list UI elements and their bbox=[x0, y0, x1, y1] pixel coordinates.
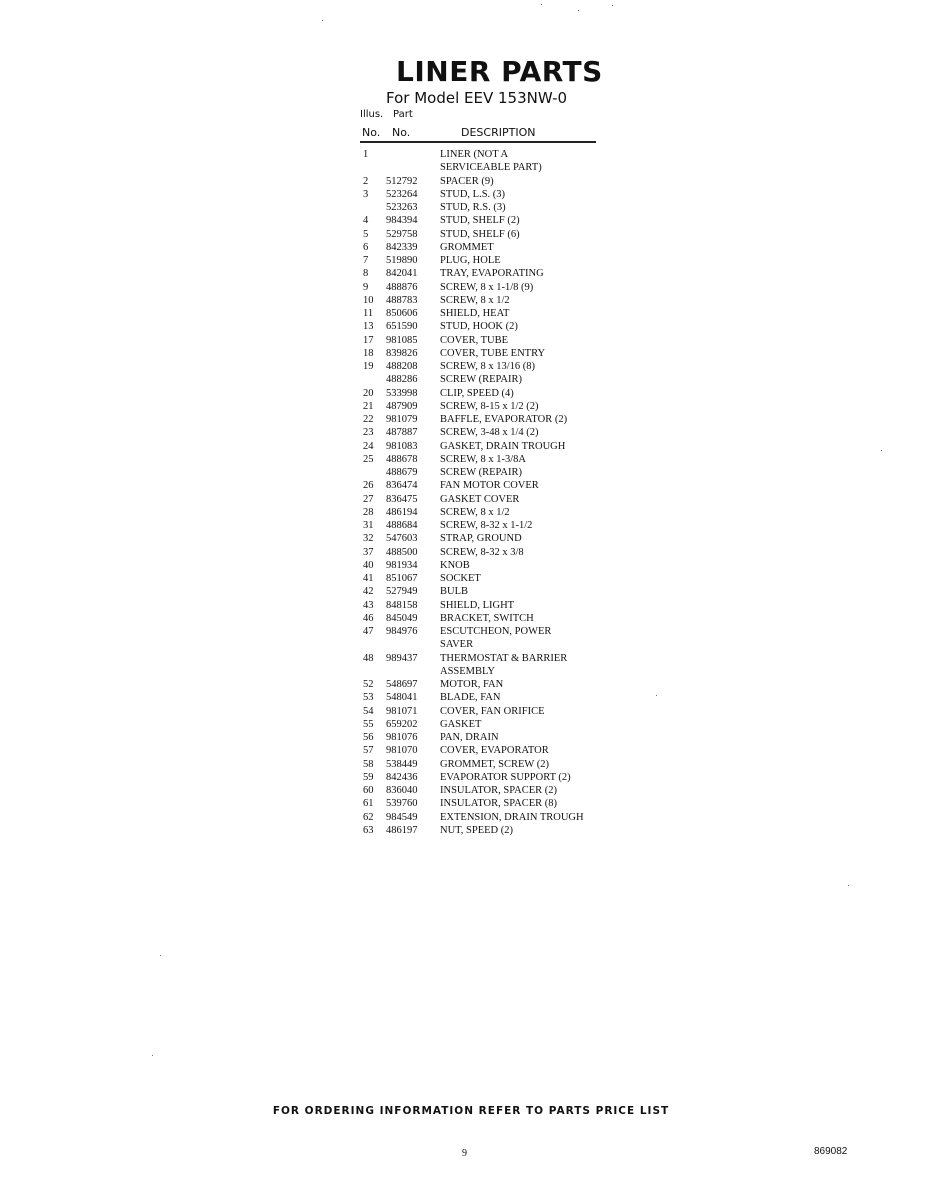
illus-number: 58 bbox=[363, 758, 374, 770]
part-description: EVAPORATOR SUPPORT (2) bbox=[440, 771, 571, 783]
part-description: MOTOR, FAN bbox=[440, 679, 504, 690]
illus-number: 54 bbox=[363, 705, 374, 717]
part-row bbox=[360, 453, 605, 466]
part-row bbox=[360, 811, 605, 824]
part-row bbox=[360, 493, 605, 506]
description-header: DESCRIPTION bbox=[461, 126, 536, 139]
part-number: 488500 bbox=[386, 546, 418, 558]
part-description: FAN MOTOR COVER bbox=[440, 480, 539, 492]
part-description: BULB bbox=[440, 586, 469, 598]
part-number: 539760 bbox=[386, 798, 418, 810]
illus-number: 59 bbox=[363, 771, 374, 783]
part-description: BAFFLE, EVAPORATOR (2) bbox=[440, 414, 568, 425]
scan-speck bbox=[881, 450, 882, 451]
part-row bbox=[360, 320, 605, 333]
part-number: 981079 bbox=[386, 414, 418, 425]
part-row bbox=[360, 744, 605, 757]
part-row bbox=[360, 599, 605, 612]
part-description: KNOB bbox=[440, 559, 470, 571]
part-description: SCREW (REPAIR) bbox=[440, 374, 522, 386]
part-description: STUD, R.S. (3) bbox=[440, 202, 506, 213]
illus-number: 48 bbox=[363, 652, 374, 664]
part-description: STUD, SHELF (2) bbox=[440, 215, 520, 227]
illus-number: 41 bbox=[363, 573, 374, 584]
part-row bbox=[360, 546, 605, 559]
part-number: 981071 bbox=[386, 705, 418, 717]
part-row bbox=[360, 148, 605, 175]
part-description: SHIELD, HEAT bbox=[440, 308, 510, 319]
illus-number: 52 bbox=[363, 679, 374, 690]
part-description: INSULATOR, SPACER (2) bbox=[440, 785, 557, 796]
part-row bbox=[360, 625, 605, 652]
part-number: 981934 bbox=[386, 559, 418, 571]
part-number: 981085 bbox=[386, 334, 418, 346]
illus-number: 46 bbox=[363, 612, 374, 624]
part-row bbox=[360, 400, 605, 413]
part-row bbox=[360, 784, 605, 797]
part-row bbox=[360, 585, 605, 598]
part-number: 488678 bbox=[386, 453, 418, 465]
page-title: LINER PARTS bbox=[396, 55, 603, 88]
model-subtitle: For Model EEV 153NW-0 bbox=[386, 89, 568, 107]
part-number: 850606 bbox=[386, 308, 418, 319]
illus-number: 42 bbox=[363, 586, 374, 598]
part-description: THERMOSTAT & BARRIER ASSEMBLY bbox=[440, 652, 568, 677]
part-number: 848158 bbox=[386, 599, 418, 611]
part-row bbox=[360, 373, 605, 386]
illus-number: 55 bbox=[363, 718, 374, 730]
part-row bbox=[360, 294, 605, 307]
part-number: 548041 bbox=[386, 692, 418, 704]
part-description: SHIELD, LIGHT bbox=[440, 599, 515, 611]
illus-number: 32 bbox=[363, 533, 374, 545]
column-header-bottom bbox=[362, 126, 602, 140]
part-row bbox=[360, 572, 605, 585]
part-header: Part bbox=[393, 109, 413, 120]
part-description: ESCUTCHEON, POWER SAVER bbox=[440, 626, 552, 651]
part-row bbox=[360, 426, 605, 439]
part-row bbox=[360, 267, 605, 280]
part-number: 529758 bbox=[386, 228, 418, 240]
part-number: 533998 bbox=[386, 387, 418, 399]
part-row bbox=[360, 559, 605, 572]
part-number: 836474 bbox=[386, 480, 418, 492]
part-description: COVER, FAN ORIFICE bbox=[440, 705, 545, 717]
illus-number: 43 bbox=[363, 599, 374, 611]
part-description: GASKET, DRAIN TROUGH bbox=[440, 440, 566, 452]
part-number: 836475 bbox=[386, 493, 418, 505]
part-row bbox=[360, 466, 605, 479]
document-number: 869082 bbox=[814, 1146, 848, 1157]
part-row bbox=[360, 201, 605, 214]
illus-number: 13 bbox=[363, 321, 374, 333]
part-row bbox=[360, 188, 605, 201]
part-number: 836040 bbox=[386, 785, 418, 796]
scan-speck bbox=[152, 1055, 153, 1056]
part-description: COVER, EVAPORATOR bbox=[440, 745, 549, 757]
part-row bbox=[360, 281, 605, 294]
illus-number: 1 bbox=[363, 149, 369, 160]
part-number: 519890 bbox=[386, 255, 418, 266]
illus-number: 47 bbox=[363, 626, 374, 637]
part-description: SPACER (9) bbox=[440, 175, 494, 187]
part-number: 989437 bbox=[386, 652, 418, 664]
part-number: 487887 bbox=[386, 427, 418, 439]
part-description: STUD, L.S. (3) bbox=[440, 188, 506, 200]
illus-number: 61 bbox=[363, 798, 374, 810]
part-row bbox=[360, 334, 605, 347]
part-description: SCREW, 8-15 x 1/2 (2) bbox=[440, 400, 539, 412]
part-description: NUT, SPEED (2) bbox=[440, 824, 514, 836]
illus-number: 31 bbox=[363, 520, 374, 531]
illus-number: 25 bbox=[363, 453, 374, 465]
scan-speck bbox=[848, 885, 849, 886]
part-description: SCREW (REPAIR) bbox=[440, 467, 522, 478]
part-number: 488783 bbox=[386, 294, 418, 306]
part-row bbox=[360, 506, 605, 519]
part-row bbox=[360, 797, 605, 810]
part-row bbox=[360, 678, 605, 691]
illus-number: 9 bbox=[363, 281, 369, 293]
part-number: 488286 bbox=[386, 374, 418, 386]
part-description: PLUG, HOLE bbox=[440, 255, 501, 266]
illus-number: 4 bbox=[363, 215, 369, 227]
part-description: INSULATOR, SPACER (8) bbox=[440, 798, 557, 810]
scan-speck bbox=[612, 5, 613, 6]
part-row bbox=[360, 705, 605, 718]
part-row bbox=[360, 254, 605, 267]
part-row bbox=[360, 612, 605, 625]
part-row bbox=[360, 387, 605, 400]
part-description: GASKET COVER bbox=[440, 493, 520, 505]
illus-number: 21 bbox=[363, 400, 374, 412]
part-row bbox=[360, 731, 605, 744]
part-row bbox=[360, 691, 605, 704]
part-number: 527949 bbox=[386, 586, 418, 598]
part-number: 842339 bbox=[386, 241, 418, 253]
part-number: 523264 bbox=[386, 188, 418, 200]
part-description: SCREW, 8 x 1-3/8A bbox=[440, 453, 526, 465]
part-number: 981076 bbox=[386, 732, 418, 743]
part-number: 487909 bbox=[386, 400, 418, 412]
illus-number: 5 bbox=[363, 228, 369, 240]
illus-number: 57 bbox=[363, 745, 374, 757]
part-number: 488876 bbox=[386, 281, 418, 293]
part-description: SCREW, 8 x 1/2 bbox=[440, 294, 510, 306]
part-description: GROMMET, SCREW (2) bbox=[440, 758, 549, 770]
part-description: COVER, TUBE ENTRY bbox=[440, 347, 546, 359]
part-number: 845049 bbox=[386, 612, 418, 624]
illus-number: 53 bbox=[363, 692, 374, 704]
illus-number: 63 bbox=[363, 824, 374, 836]
illus-number: 8 bbox=[363, 268, 369, 280]
page-number: 9 bbox=[462, 1148, 467, 1159]
illus-number: 26 bbox=[363, 480, 374, 492]
illus-number: 22 bbox=[363, 414, 374, 425]
part-number: 523263 bbox=[386, 202, 418, 213]
part-description: TRAY, EVAPORATING bbox=[440, 268, 544, 280]
part-number: 659202 bbox=[386, 718, 418, 730]
part-description: SCREW, 8-32 x 3/8 bbox=[440, 546, 524, 558]
part-description: BLADE, FAN bbox=[440, 692, 501, 704]
part-number: 538449 bbox=[386, 758, 418, 770]
part-row bbox=[360, 440, 605, 453]
illus-number: 23 bbox=[363, 427, 374, 439]
part-number: 984549 bbox=[386, 811, 418, 823]
part-description: STUD, SHELF (6) bbox=[440, 228, 520, 240]
ordering-footer: FOR ORDERING INFORMATION REFER TO PARTS PRICE LIST bbox=[272, 1105, 670, 1117]
illus-header: Illus. bbox=[360, 109, 384, 120]
part-row bbox=[360, 413, 605, 426]
illus-number: 20 bbox=[363, 387, 374, 399]
illus-number: 11 bbox=[363, 308, 374, 319]
part-row bbox=[360, 758, 605, 771]
illus-no-header: No. bbox=[362, 126, 381, 139]
part-row bbox=[360, 347, 605, 360]
part-description: LINER (NOT A SERVICEABLE PART) bbox=[440, 149, 542, 174]
part-number: 839826 bbox=[386, 347, 418, 359]
part-description: BRACKET, SWITCH bbox=[440, 612, 534, 624]
part-row bbox=[360, 214, 605, 227]
part-number: 981070 bbox=[386, 745, 418, 757]
illus-number: 7 bbox=[363, 255, 369, 266]
part-number: 984394 bbox=[386, 215, 418, 227]
part-row bbox=[360, 532, 605, 545]
scan-speck bbox=[656, 695, 657, 696]
illus-number: 37 bbox=[363, 546, 374, 558]
part-no-header: No. bbox=[392, 126, 411, 139]
part-row bbox=[360, 718, 605, 731]
part-row bbox=[360, 228, 605, 241]
part-row bbox=[360, 479, 605, 492]
part-number: 842041 bbox=[386, 268, 418, 280]
part-number: 488208 bbox=[386, 361, 418, 372]
illus-number: 19 bbox=[363, 361, 374, 372]
part-number: 488679 bbox=[386, 467, 418, 478]
scan-speck bbox=[160, 955, 161, 956]
part-description: GROMMET bbox=[440, 241, 494, 253]
part-number: 512792 bbox=[386, 175, 418, 187]
part-row bbox=[360, 824, 605, 837]
illus-number: 56 bbox=[363, 732, 374, 743]
part-number: 842436 bbox=[386, 771, 418, 783]
illus-number: 3 bbox=[363, 188, 369, 200]
part-description: SOCKET bbox=[440, 573, 481, 584]
illus-number: 60 bbox=[363, 785, 374, 796]
part-row bbox=[360, 307, 605, 320]
scan-speck bbox=[578, 10, 579, 11]
part-number: 548697 bbox=[386, 679, 418, 690]
part-description: PAN, DRAIN bbox=[440, 732, 499, 743]
part-description: SCREW, 8 x 1-1/8 (9) bbox=[440, 281, 534, 293]
scan-speck bbox=[322, 20, 323, 21]
part-number: 486194 bbox=[386, 506, 418, 518]
part-row bbox=[360, 652, 605, 679]
illus-number: 17 bbox=[363, 334, 374, 346]
illus-number: 6 bbox=[363, 241, 369, 253]
part-row bbox=[360, 241, 605, 254]
part-description: SCREW, 8-32 x 1-1/2 bbox=[440, 520, 533, 531]
part-row bbox=[360, 771, 605, 784]
illus-number: 24 bbox=[363, 440, 374, 452]
illus-number: 18 bbox=[363, 347, 374, 359]
scan-speck bbox=[541, 4, 542, 5]
part-number: 981083 bbox=[386, 440, 418, 452]
part-description: GASKET bbox=[440, 718, 482, 730]
part-number: 851067 bbox=[386, 573, 418, 584]
part-row bbox=[360, 175, 605, 188]
part-number: 651590 bbox=[386, 321, 418, 333]
illus-number: 28 bbox=[363, 506, 374, 518]
illus-number: 40 bbox=[363, 559, 374, 571]
part-description: SCREW, 3-48 x 1/4 (2) bbox=[440, 427, 539, 439]
illus-number: 10 bbox=[363, 294, 374, 306]
part-description: COVER, TUBE bbox=[440, 334, 509, 346]
parts-list bbox=[360, 148, 605, 837]
illus-number: 2 bbox=[363, 175, 369, 187]
part-description: SCREW, 8 x 13/16 (8) bbox=[440, 361, 535, 372]
part-number: 547603 bbox=[386, 533, 418, 545]
part-row bbox=[360, 519, 605, 532]
part-number: 486197 bbox=[386, 824, 418, 836]
illus-number: 27 bbox=[363, 493, 374, 505]
part-description: SCREW, 8 x 1/2 bbox=[440, 506, 510, 518]
part-number: 488684 bbox=[386, 520, 418, 531]
part-row bbox=[360, 360, 605, 373]
part-number: 984976 bbox=[386, 626, 418, 637]
part-description: EXTENSION, DRAIN TROUGH bbox=[440, 811, 584, 823]
part-description: STRAP, GROUND bbox=[440, 533, 522, 545]
illus-number: 62 bbox=[363, 811, 374, 823]
part-description: STUD, HOOK (2) bbox=[440, 321, 518, 333]
header-rule bbox=[360, 141, 596, 143]
part-description: CLIP, SPEED (4) bbox=[440, 387, 514, 399]
